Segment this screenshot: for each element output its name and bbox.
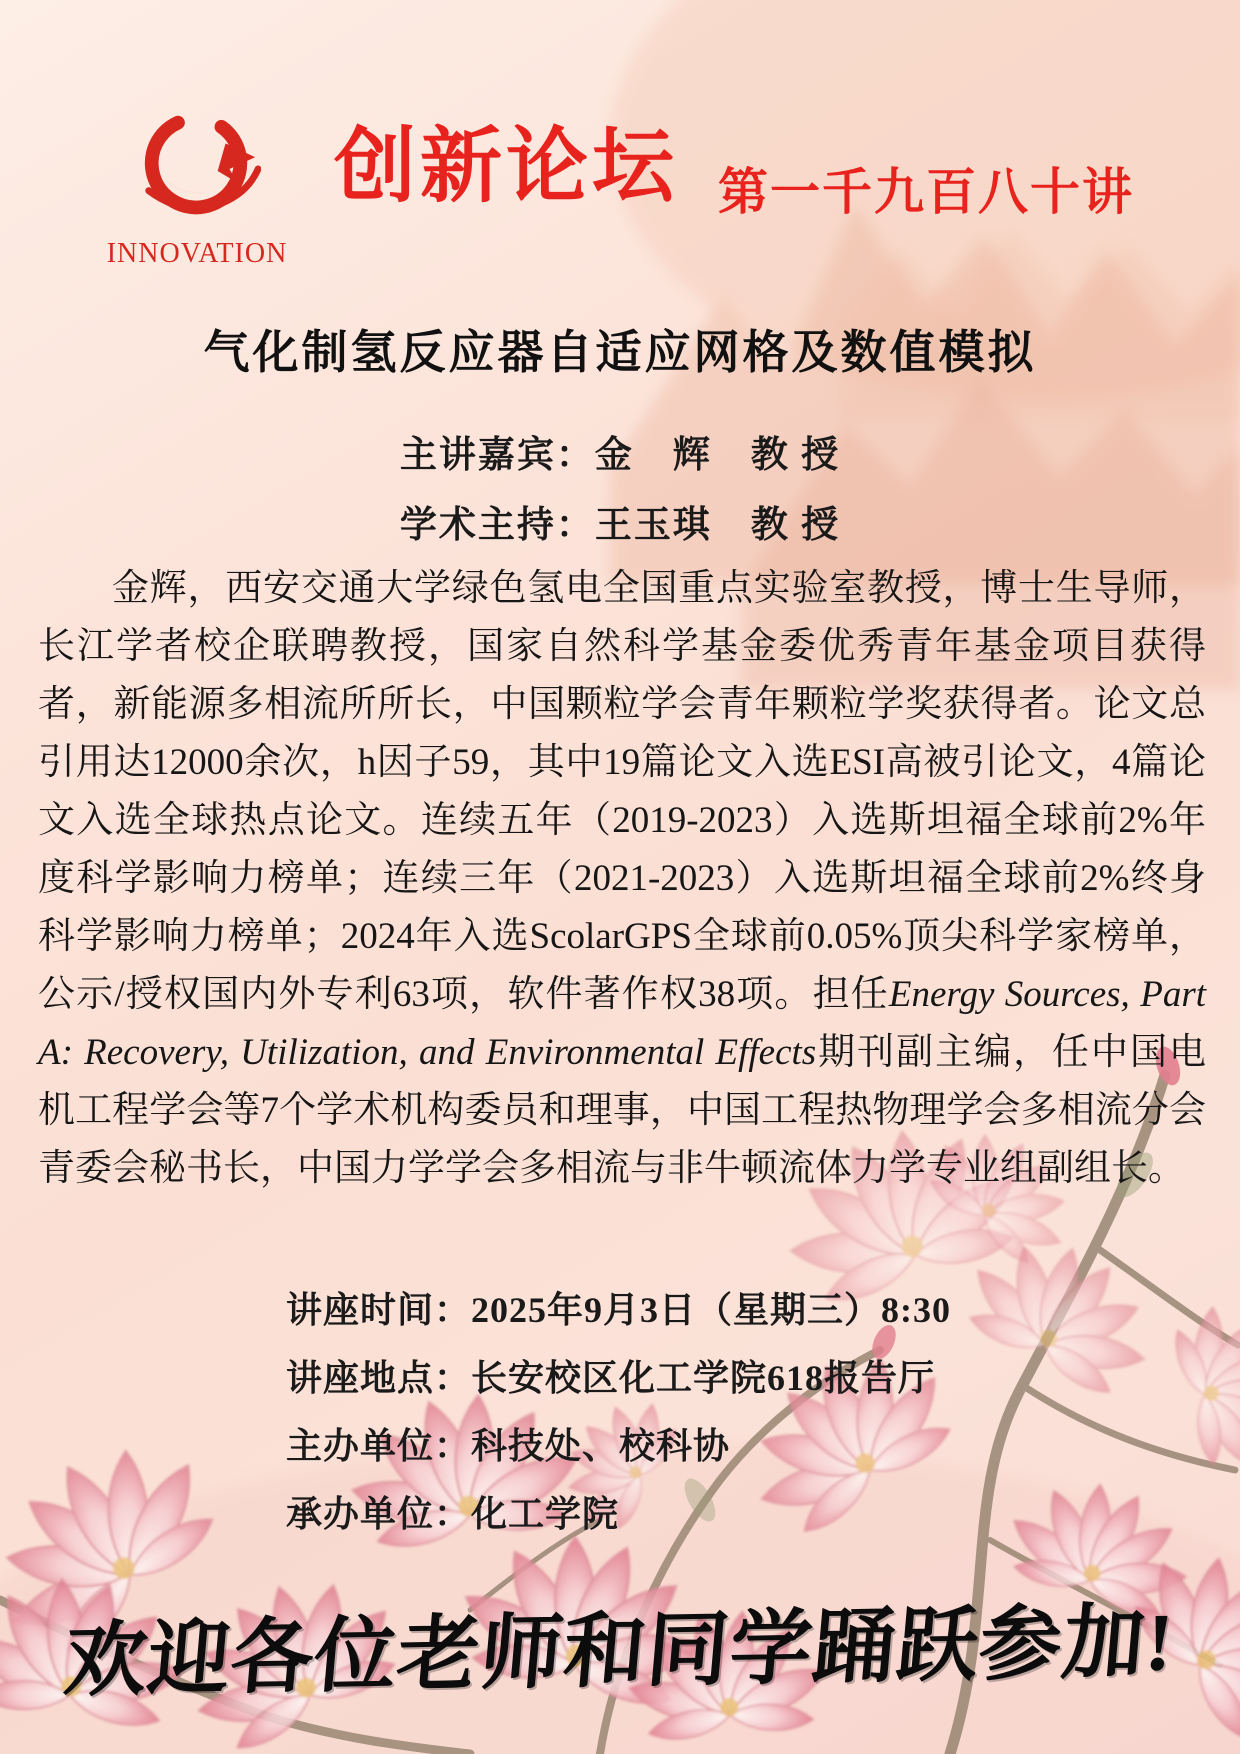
lecture-details bbox=[286, 1276, 951, 1548]
bio-text-1: 金辉，西安交通大学绿色氢电全国重点实验室教授，博士生导师，长江学者校企联聘教授，国家自然科学基金委优秀青年基金项目获得者，新能源多相流所所长，中国颗粒学会青年颗粒学奖获得者。论文总引用达12000余次，h因子59，其中19篇论文入选ESI高被引论文，4篇论文入选全球热点论文。连续五年（2019-2023）入选斯坦福全球前2%年度科学影响力榜单；连续三年（2021-2023）入选斯坦福全球前2%终身科学影响力榜单；2024年入选ScolarGPS全球前0.05%顶尖科学家榜单，公示/授权国内外专利63项，软件著作权38项。担任 bbox=[38, 568, 1206, 1015]
detail-time bbox=[286, 1276, 951, 1344]
detail-place-value: 长安校区化工学院618报告厅 bbox=[471, 1358, 936, 1398]
welcome-calligraphy: 欢迎各位老师和同学踊跃参加! bbox=[60, 1596, 1178, 1707]
detail-organizer bbox=[286, 1412, 951, 1480]
detail-organizer-label: 主办单位： bbox=[286, 1426, 472, 1466]
biography-paragraph bbox=[38, 560, 1206, 1198]
detail-undertaker bbox=[286, 1480, 951, 1548]
speaker-label: 主讲嘉宾： bbox=[399, 435, 595, 476]
speaker-name: 金 辉 教 授 bbox=[594, 435, 841, 476]
host-label: 学术主持： bbox=[399, 505, 595, 546]
host-name: 王玉琪 教 授 bbox=[594, 505, 841, 546]
detail-place-label: 讲座地点： bbox=[286, 1358, 472, 1398]
detail-undertaker-label: 承办单位： bbox=[286, 1494, 472, 1534]
host-line bbox=[0, 494, 1240, 548]
lecture-title: 气化制氢反应器自适应网格及数值模拟 bbox=[203, 327, 1037, 378]
detail-time-value: 2025年9月3日（星期三）8:30 bbox=[471, 1290, 952, 1330]
journal-name: Energy Sources, Part A: Recovery, Utilization, and Environmental Effects bbox=[38, 974, 1206, 1073]
lecture-number: 第一千九百八十讲 bbox=[718, 164, 1135, 220]
detail-undertaker-value: 化工学院 bbox=[471, 1494, 620, 1534]
header bbox=[88, 100, 1200, 270]
bio-text-2: 期刊副主编，任中国电机工程学会等7个学术机构委员和理事，中国工程热物理学会多相流分会青委会秘书长，中国力学学会多相流与非牛顿流体力学专业组副组长。 bbox=[38, 1032, 1206, 1189]
speaker-line bbox=[0, 424, 1240, 478]
speaker-host-block bbox=[0, 424, 1240, 564]
logo bbox=[88, 100, 306, 270]
detail-place bbox=[286, 1344, 951, 1412]
detail-organizer-value: 科技处、校科协 bbox=[471, 1426, 731, 1466]
logo-label: INNOVATION bbox=[106, 238, 288, 269]
forum-title: 创新论坛 bbox=[334, 121, 679, 212]
detail-time-label: 讲座时间： bbox=[286, 1290, 472, 1330]
innovation-swirl-icon bbox=[133, 104, 261, 236]
